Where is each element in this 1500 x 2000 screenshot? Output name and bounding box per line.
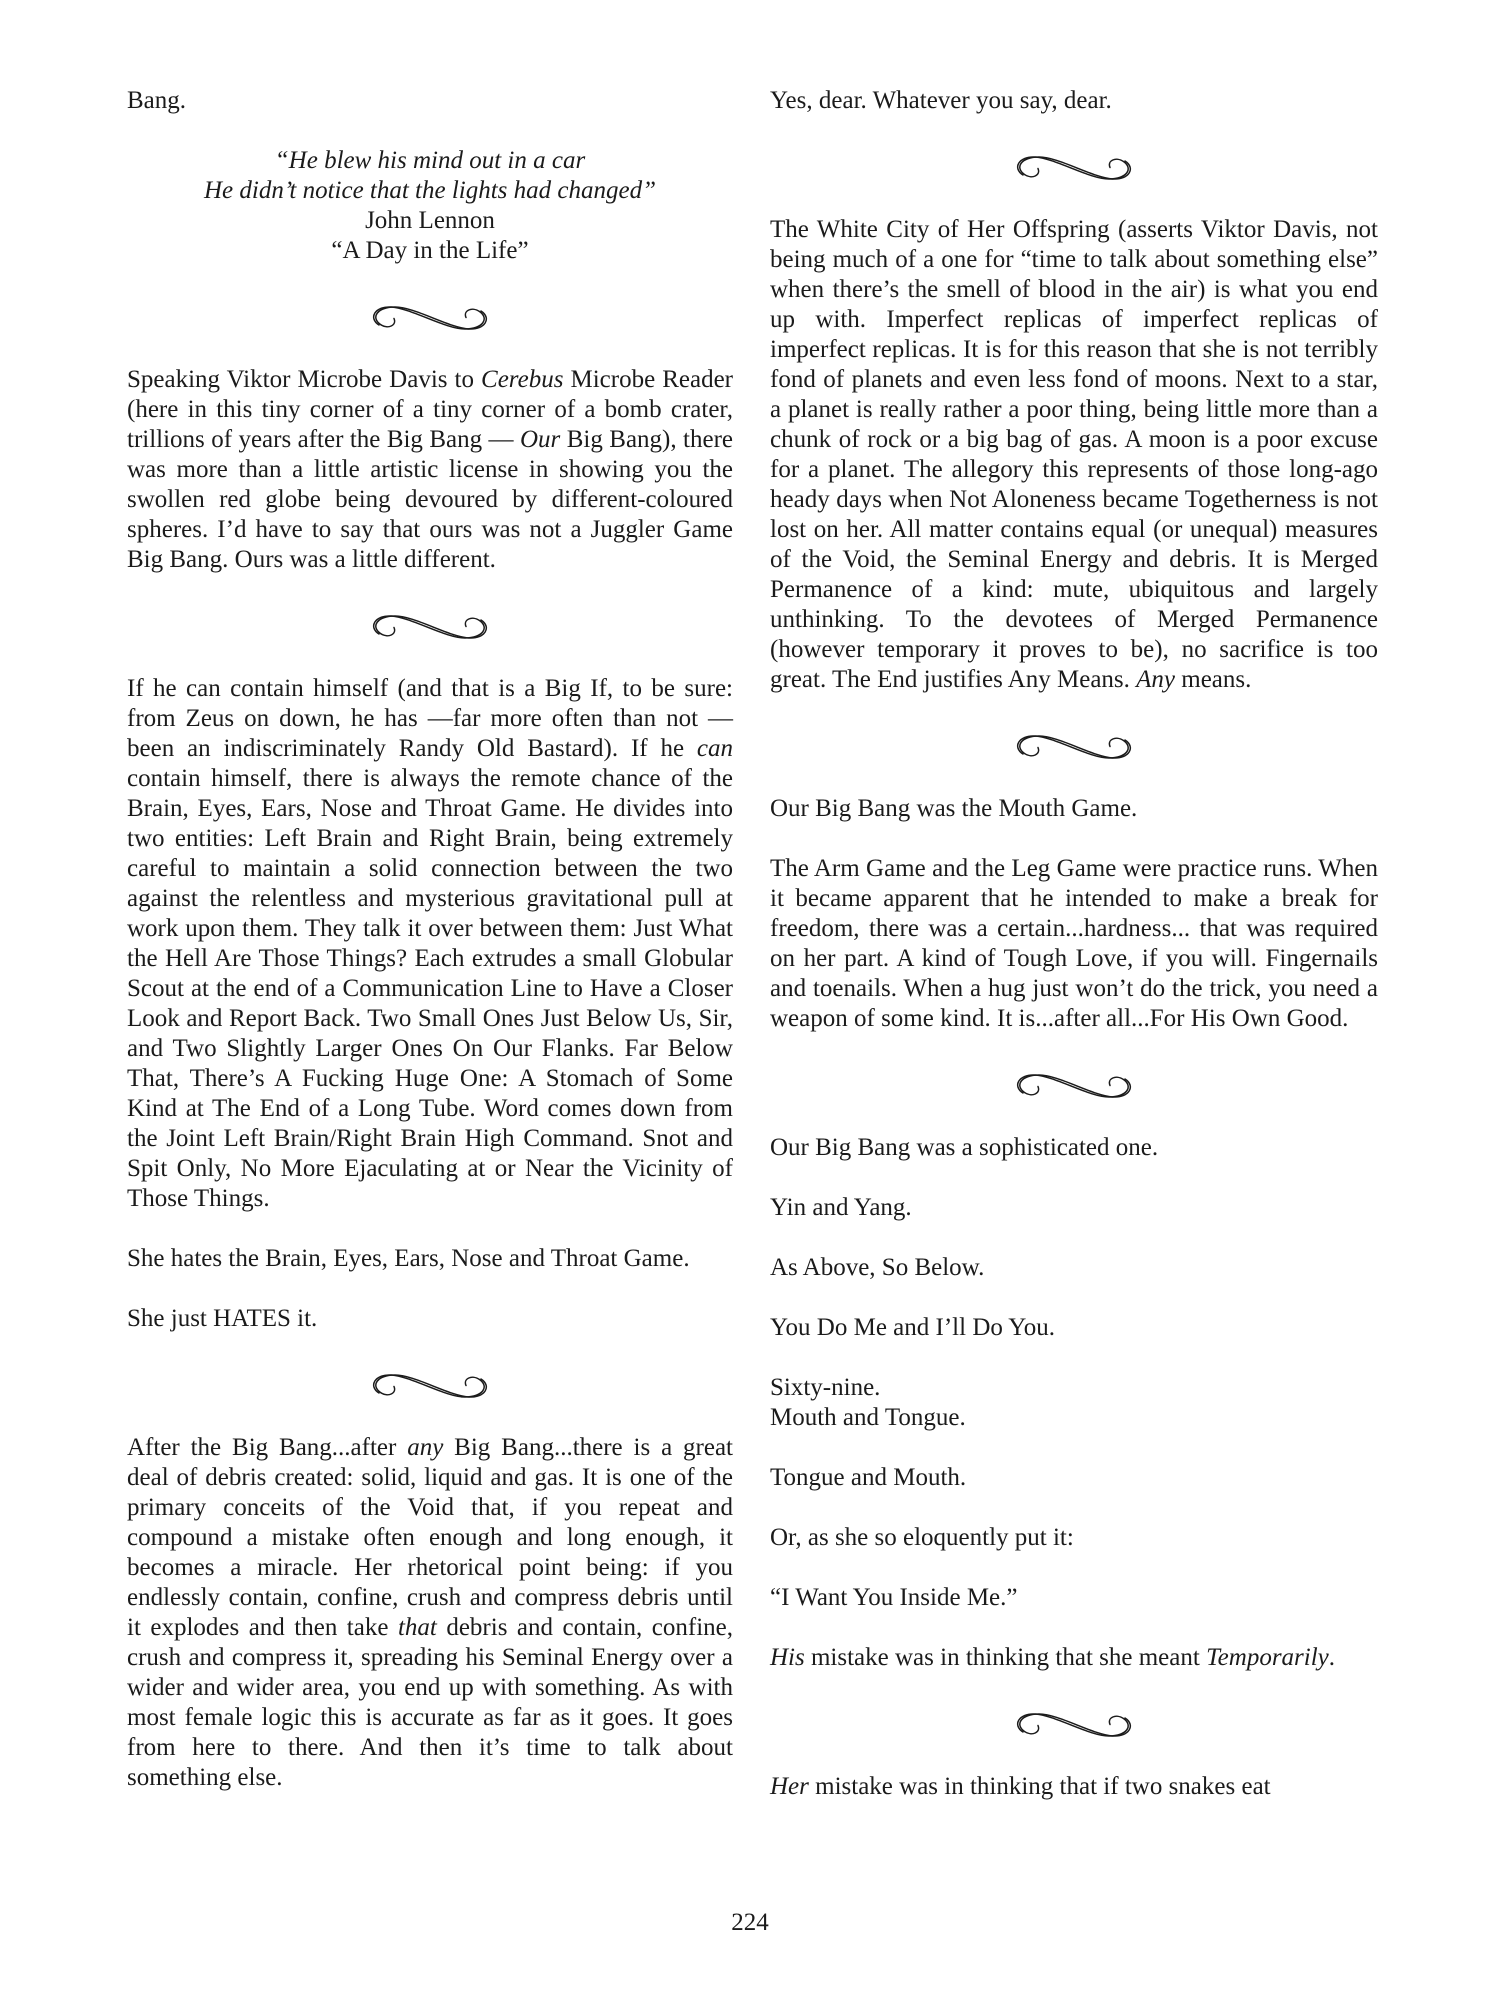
- infinity-flourish-divider: [770, 146, 1378, 190]
- infinity-flourish-icon: [1009, 1703, 1139, 1747]
- paragraph: [770, 215, 1378, 695]
- text-run: Mouth and Tongue.: [770, 1404, 966, 1431]
- infinity-flourish-icon: [1009, 1064, 1139, 1108]
- text-run: Big Bang), there was more than a little artistic license in showing you the swollen red globe being devoured by different-coloured spheres. I’d have to say that ours was not a Juggler Game Big Bang. Ours was a little different.: [127, 426, 734, 573]
- text-run: Our Big Bang was the Mouth Game.: [770, 795, 1138, 822]
- infinity-flourish-icon: [365, 1364, 495, 1408]
- paragraph: [770, 1373, 1378, 1433]
- paragraph: [770, 1463, 1378, 1493]
- text-run: The Arm Game and the Leg Game were practice runs. When it became apparent that he intended to make a break for freedom, there was a certain...hardness... that was required on her part. A kind of Tough Love, if you will. Fingernails and toenails. When a hug just won’t do the trick, you need a weapon of some kind. It is...after all...For His Own Good.: [770, 855, 1378, 1032]
- text-run: As Above, So Below.: [770, 1254, 985, 1281]
- paragraph: [770, 854, 1378, 1034]
- paragraph: [127, 365, 733, 575]
- infinity-flourish-divider: [770, 725, 1378, 769]
- infinity-flourish-icon: [1009, 725, 1139, 769]
- italic-text: Her: [770, 1773, 809, 1800]
- text-run: mistake was in thinking that if two snakes eat: [808, 1773, 1271, 1800]
- paragraph: [770, 1193, 1378, 1223]
- epigraph-quote-line: [127, 146, 733, 176]
- paragraph: [770, 1133, 1378, 1163]
- epigraph-quote: [127, 146, 733, 266]
- text-run: Big Bang...there is a great deal of debris created: solid, liquid and gas. It is one of the primary conceits of the Void that, if you repeat and compound a mistake often enough and long enough, it becomes a miracle. Her rhetorical point being: if you endlessly contain, confine, crush and compress debris until it explodes and then take: [127, 1434, 734, 1641]
- paragraph: [770, 1313, 1378, 1343]
- text-run: mistake was in thinking that she meant: [804, 1644, 1207, 1671]
- paragraph: [127, 674, 733, 1214]
- text-run: Yin and Yang.: [770, 1194, 912, 1221]
- paragraph: [127, 86, 733, 116]
- italic-text: that: [397, 1614, 437, 1641]
- text-run: Our Big Bang was a sophisticated one.: [770, 1134, 1159, 1161]
- text-run: Bang.: [127, 87, 187, 114]
- text-run: Yes, dear. Whatever you say, dear.: [770, 87, 1112, 114]
- text-run: John Lennon: [365, 207, 495, 234]
- infinity-flourish-icon: [365, 296, 495, 340]
- epigraph-attribution-line: [127, 236, 733, 266]
- page-number: 224: [731, 1909, 769, 1936]
- paragraph: [770, 86, 1378, 116]
- paragraph: [770, 1643, 1378, 1673]
- text-run: “A Day in the Life”: [331, 237, 529, 264]
- text-run: Sixty-nine.: [770, 1374, 881, 1401]
- infinity-flourish-icon: [365, 605, 495, 649]
- text-run: Microbe Reader (here in this tiny corner of a tiny corner of a bomb crater, trillions of years after the Big Bang —: [127, 366, 733, 453]
- text-run: You Do Me and I’ll Do You.: [770, 1314, 1055, 1341]
- epigraph-attribution-line: [127, 206, 733, 236]
- italic-text: can: [696, 735, 733, 762]
- text-run: means.: [1175, 666, 1252, 693]
- text-run: debris and contain, confine, crush and compress it, spreading his Seminal Energy over a wider and wider area, you end up with something. As with most female logic this is accurate as far as it goes. It goes from here to there. And then it’s time to talk about something else.: [127, 1614, 733, 1791]
- paragraph: [127, 1304, 733, 1334]
- text-run: .: [1328, 1644, 1336, 1671]
- italic-text: any: [407, 1434, 444, 1461]
- paragraph: [770, 794, 1378, 824]
- text-run: She hates the Brain, Eyes, Ears, Nose and Throat Game.: [127, 1245, 690, 1272]
- infinity-flourish-divider: [770, 1064, 1378, 1108]
- italic-text: His: [770, 1644, 805, 1671]
- text-run: After the Big Bang...after: [127, 1434, 408, 1461]
- text-run: Speaking Viktor Microbe Davis to: [127, 366, 482, 393]
- text-run: If he can contain himself (and that is a Big If, to be sure: from Zeus on down, he has —far more often than not — been an indiscriminately Randy Old Bastard). If he: [127, 675, 733, 762]
- text-run: Or, as she so eloquently put it:: [770, 1524, 1074, 1551]
- paragraph: [127, 1433, 733, 1793]
- paragraph: [770, 1583, 1378, 1613]
- left-column: [127, 86, 733, 1823]
- right-column: [770, 86, 1378, 1832]
- paragraph: [770, 1523, 1378, 1553]
- epigraph-quote-line: [127, 176, 733, 206]
- paragraph: [127, 1244, 733, 1274]
- italic-text: Cerebus: [481, 366, 564, 393]
- infinity-flourish-divider: [770, 1703, 1378, 1747]
- text-run: contain himself, there is always the remote chance of the Brain, Eyes, Ears, Nose and Throat Game. He divides into two entities: Left Brain and Right Brain, being extremely careful to maintain a solid connection between the two against the relentless and mysterious gravitational pull at work upon them. They talk it over between them: Just What the Hell Are Those Things? Each extrudes a small Globular Scout at the end of a Communication Line to Have a Closer Look and Report Back. Two Small Ones Just Below Us, Sir, and Two Slightly Larger Ones On Our Flanks. Far Below That, There’s A Fucking Huge One: A Stomach of Some Kind at The End of a Long Tube. Word comes down from the Joint Left Brain/Right Brain High Command. Snot and Spit Only, No More Ejaculating at or Near the Vicinity of Those Things.: [127, 765, 733, 1212]
- infinity-flourish-divider: [127, 605, 733, 649]
- text-run: “I Want You Inside Me.”: [770, 1584, 1018, 1611]
- italic-text: He didn’t notice that the lights had changed”: [203, 177, 657, 204]
- italic-text: Our: [520, 426, 561, 453]
- italic-text: Temporarily: [1206, 1644, 1329, 1671]
- text-run: Tongue and Mouth.: [770, 1464, 967, 1491]
- text-run: The White City of Her Offspring (asserts Viktor Davis, not being much of a one for “time to talk about something else” when there’s the smell of blood in the air) is what you end up with. Imperfect replicas of imperfect replicas of imperfect replicas. It is for this reason that she is not terribly fond of planets and even less fond of moons. Next to a star, a planet is really rather a poor thing, being little more than a chunk of rock or a big bag of gas. A moon is a poor excuse for a planet. The allegory this represents of those long-ago heady days when Not Aloneness became Togetherness is not lost on her. All matter contains equal (or unequal) measures of the Void, the Seminal Energy and debris. It is Merged Permanence of a kind: mute, ubiquitous and largely unthinking. To the devotees of Merged Permanence (however temporary it proves to be), no sacrifice is too great. The End justifies Any Means.: [770, 216, 1378, 693]
- infinity-flourish-divider: [127, 296, 733, 340]
- italic-text: Any: [1136, 666, 1176, 693]
- infinity-flourish-icon: [1009, 146, 1139, 190]
- paragraph: [770, 1253, 1378, 1283]
- italic-text: “He blew his mind out in a car: [274, 147, 586, 174]
- paragraph: [770, 1772, 1378, 1802]
- infinity-flourish-divider: [127, 1364, 733, 1408]
- text-run: She just HATES it.: [127, 1305, 318, 1332]
